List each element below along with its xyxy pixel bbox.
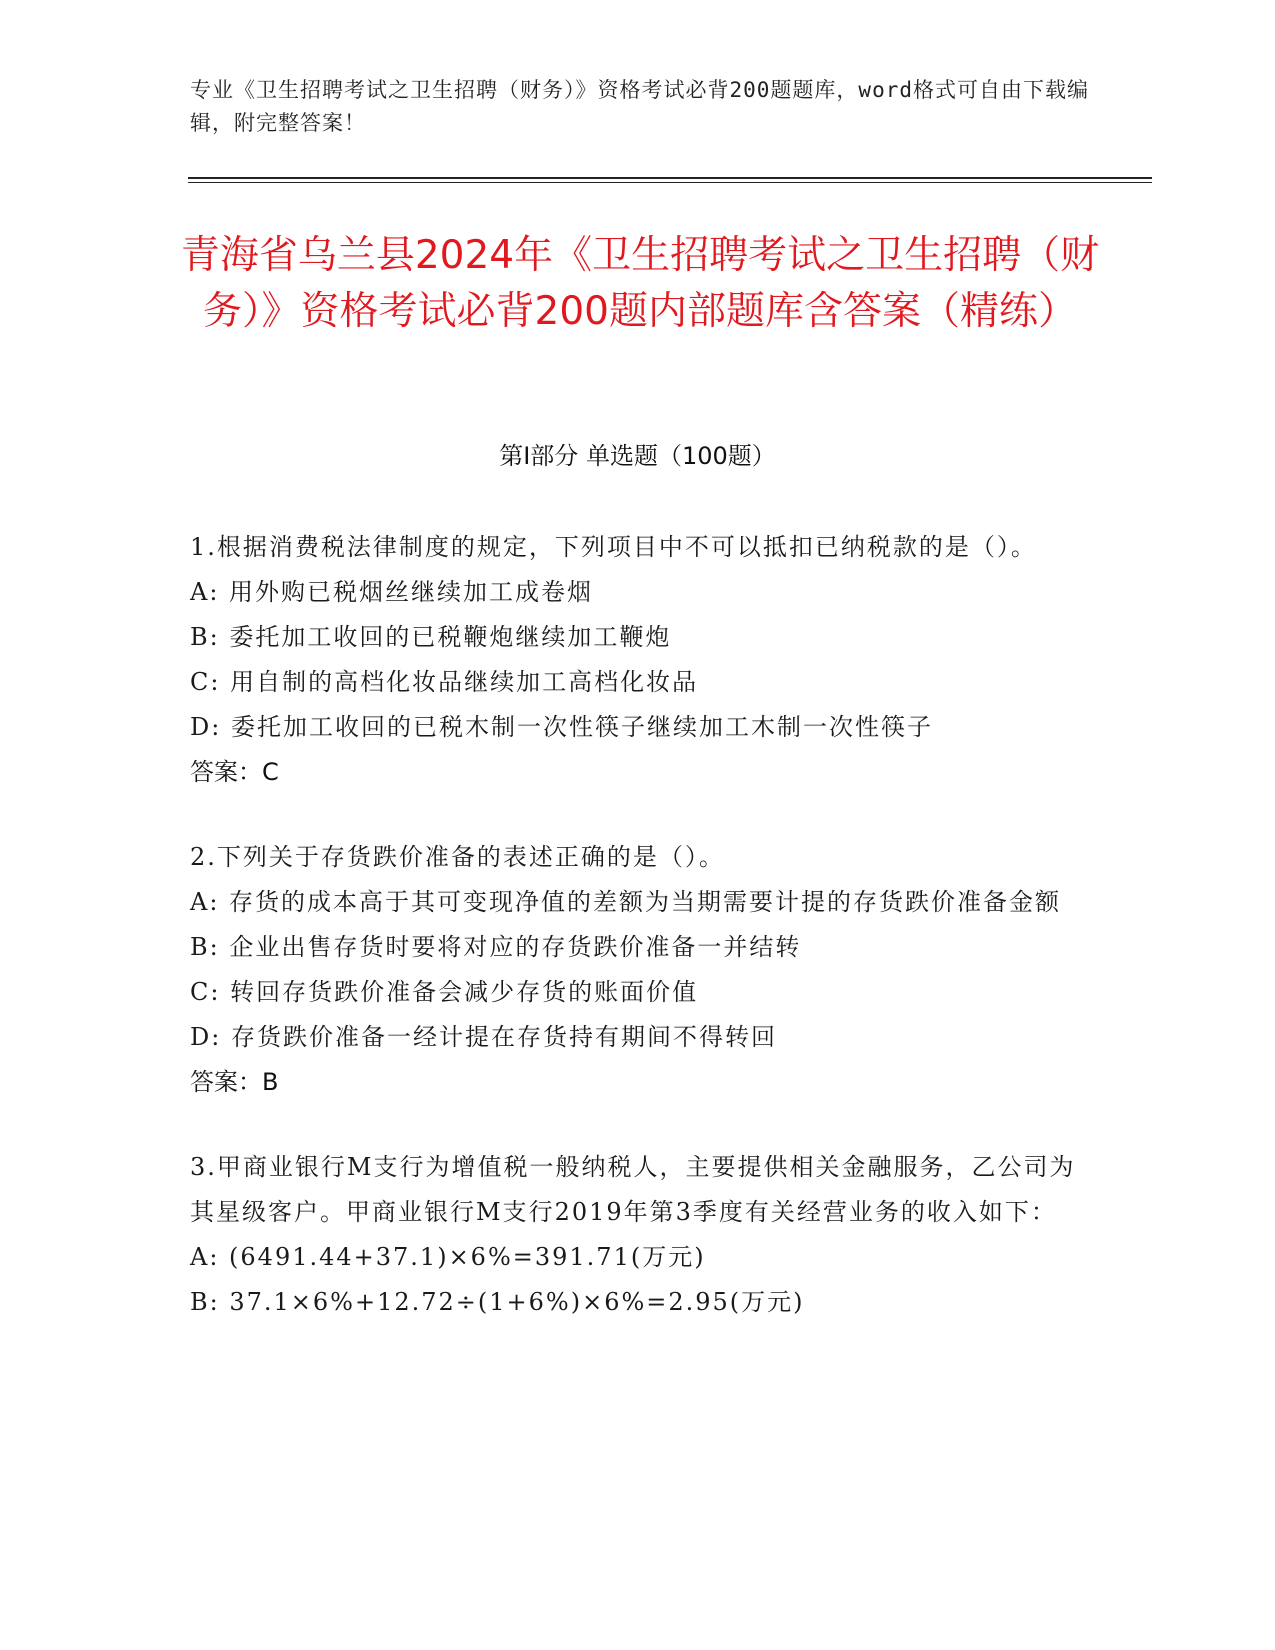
option-b: B: 企业出售存货时要将对应的存货跌价准备一并结转: [190, 933, 802, 961]
option-d: D: 存货跌价准备一经计提在存货持有期间不得转回: [190, 1023, 777, 1051]
option-c: C: 用自制的高档化妆品继续加工高档化妆品: [190, 668, 699, 696]
question-stem: 2.下列关于存货跌价准备的表述正确的是（）。: [190, 843, 725, 871]
answer: 答案：C: [190, 758, 279, 786]
question-3: [190, 1145, 1090, 1325]
option-a: A: 存货的成本高于其可变现净值的差额为当期需要计提的存货跌价准备金额: [190, 888, 1062, 916]
option-b: B: 37.1×6%+12.72÷(1+6%)×6%=2.95(万元): [190, 1288, 805, 1316]
option-c: C: 转回存货跌价准备会减少存货的账面价值: [190, 978, 699, 1006]
question-stem: 1.根据消费税法律制度的规定，下列项目中不可以抵扣已纳税款的是（）。: [190, 533, 1037, 561]
answer: 答案：B: [190, 1068, 279, 1096]
option-d: D: 委托加工收回的已税木制一次性筷子继续加工木制一次性筷子: [190, 713, 933, 741]
question-list: [190, 525, 1090, 1365]
option-a: A: (6491.44+37.1)×6%=391.71(万元): [190, 1243, 706, 1271]
header-note: 专业《卫生招聘考试之卫生招聘（财务）》资格考试必背200题题库，word格式可自由下载编辑，附完整答案！: [190, 78, 1089, 135]
option-b: B: 委托加工收回的已税鞭炮继续加工鞭炮: [190, 623, 672, 651]
header-divider: [188, 177, 1152, 179]
section-heading: 第Ⅰ部分 单选题（100题）: [499, 442, 776, 470]
question-1: [190, 525, 1090, 795]
question-2: [190, 835, 1090, 1105]
question-stem: 3.甲商业银行M支行为增值税一般纳税人，主要提供相关金融服务，乙公司为其星级客户。甲商业银行M支行2019年第3季度有关经营业务的收入如下：: [190, 1153, 1076, 1226]
document-title: 青海省乌兰县2024年《卫生招聘考试之卫生招聘（财务）》资格考试必背200题内部题库含答案（精练）: [180, 233, 1100, 334]
option-a: A: 用外购已税烟丝继续加工成卷烟: [190, 578, 594, 606]
header-divider-thin: [188, 182, 1152, 183]
